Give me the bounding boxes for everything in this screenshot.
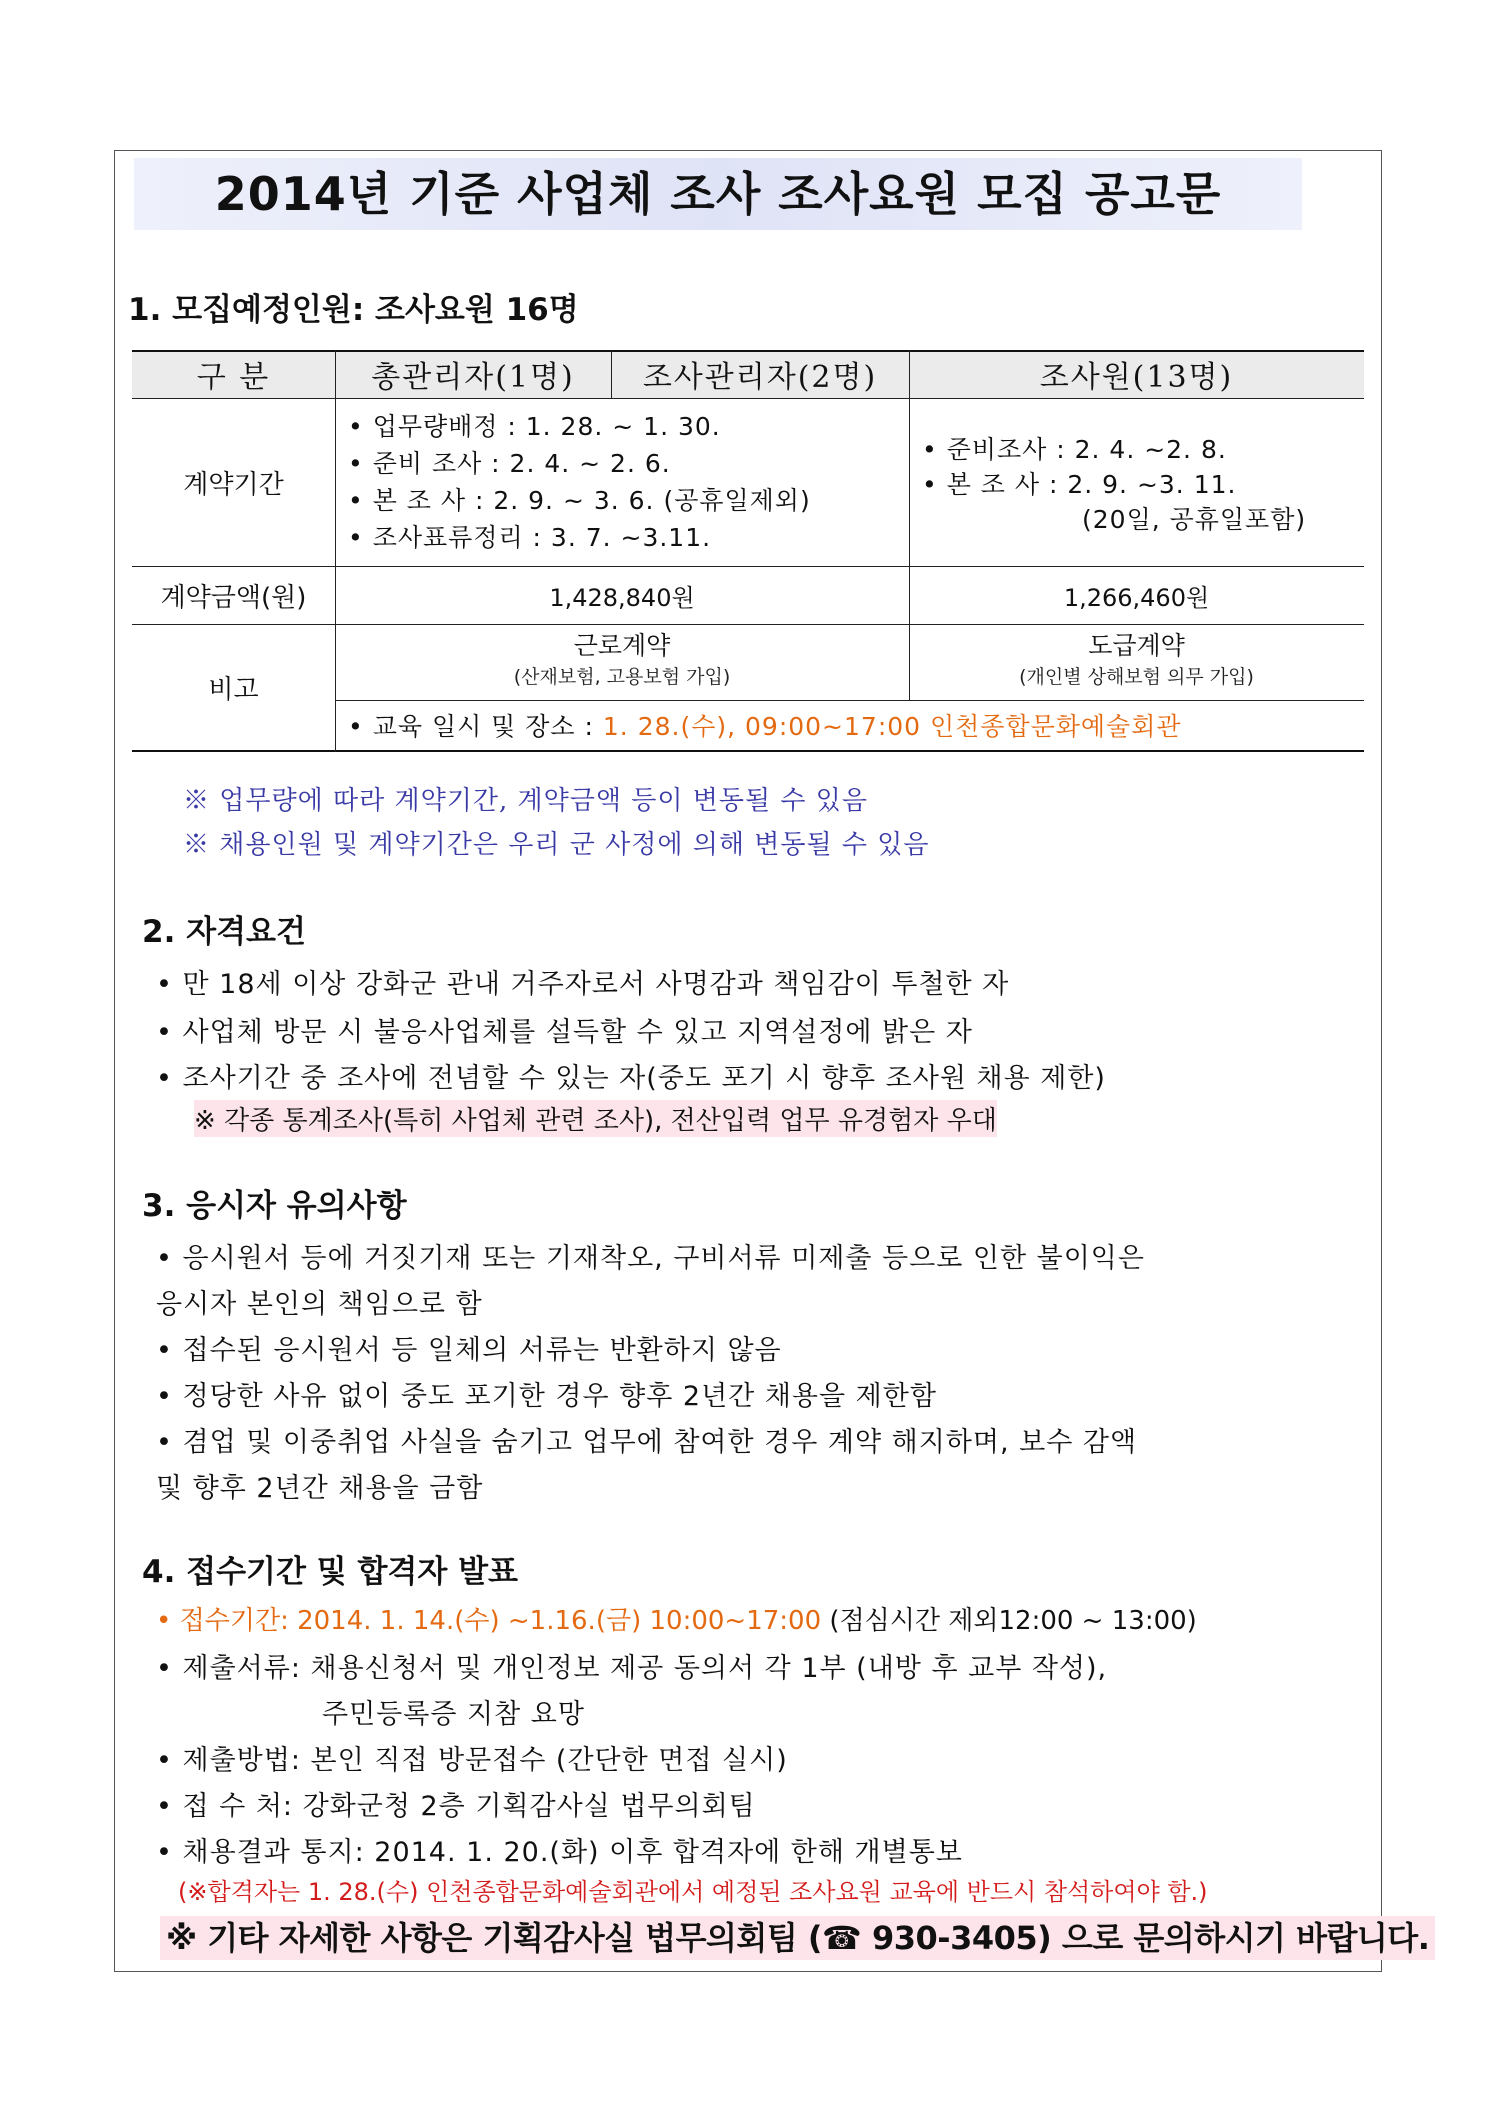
remark-staff-sub: (개인별 상해보험 의무 가입): [1019, 666, 1254, 688]
list-item: 주민등록증 지참 요망: [322, 1699, 585, 1730]
table-header-survey-manager: 조사관리자(2명): [642, 360, 878, 395]
list-item: • 조사표류정리 : 3. 7. ~3.11.: [348, 523, 712, 552]
application-period-dates: • 접수기간: 2014. 1. 14.(수) ~1.16.(금) 10:00~17:00: [156, 1606, 822, 1636]
page-title: 2014년 기준 사업체 조사 조사요원 모집 공고문: [214, 167, 1222, 221]
list-item: • 제출서류: 채용신청서 및 개인정보 제공 동의서 각 1부 (내방 후 교부 작성),: [156, 1653, 1108, 1684]
list-item: • 응시원서 등에 거짓기재 또는 기재착오, 구비서류 미제출 등으로 인한 불이익은: [156, 1243, 1145, 1274]
list-item: • 본 조 사 : 2. 9. ~3. 11.: [922, 470, 1237, 499]
table-header-category: 구 분: [196, 360, 271, 395]
contact-footer: ※ 기타 자세한 사항은 기획감사실 법무의회팀 (☎ 930-3405) 으로 문의하시기 바랍니다.: [160, 1916, 1435, 1960]
remark-staff: [909, 630, 1364, 692]
list-item: • 접수된 응시원서 등 일체의 서류는 반환하지 않음: [156, 1335, 782, 1366]
list-item: 및 향후 2년간 채용을 금함: [156, 1473, 484, 1504]
list-item: 응시자 본인의 책임으로 함: [156, 1289, 483, 1320]
recruit-table: [132, 350, 1364, 752]
amount-managers: 1,428,840원: [549, 583, 695, 612]
remark-managers-sub: (산재보험, 고용보험 가입): [513, 666, 731, 688]
note-hiring: ※ 채용인원 및 계약기간은 우리 군 사정에 의해 변동될 수 있음: [183, 830, 930, 860]
amount-staff: 1,266,460원: [1063, 583, 1210, 612]
note-variation: ※ 업무량에 따라 계약기간, 계약금액 등이 변동될 수 있음: [183, 786, 868, 816]
list-item: • 만 18세 이상 강화군 관내 거주자로서 사명감과 책임감이 투철한 자: [156, 969, 1010, 1000]
application-period-lunch: (점심시간 제외12:00 ~ 13:00): [821, 1606, 1197, 1636]
list-item: • 본 조 사 : 2. 9. ~ 3. 6. (공휴일제외): [348, 486, 811, 515]
list-item: • 조사기간 중 조사에 전념할 수 있는 자(중도 포기 시 향후 조사원 채용 제한): [156, 1063, 1106, 1094]
education-detail: 1. 28.(수), 09:00~17:00 인천종합문화예술회관: [602, 712, 1182, 741]
period-managers-list: [348, 408, 908, 556]
remark-managers-main: 근로계약: [573, 631, 671, 660]
list-item: (20일, 공휴일포함): [1082, 505, 1307, 534]
list-item: • 겸업 및 이중취업 사실을 숨기고 업무에 참여한 경우 계약 해지하며, 보수 감액: [156, 1427, 1138, 1458]
section3-heading: 3. 응시자 유의사항: [142, 1188, 407, 1224]
attendance-notice: (※합격자는 1. 28.(수) 인천종합문화예술회관에서 예정된 조사요원 교육에 반드시 참석하여야 함.): [178, 1878, 1208, 1906]
list-item: • 업무량배정 : 1. 28. ~ 1. 30.: [348, 412, 721, 441]
list-item: • 준비 조사 : 2. 4. ~ 2. 6.: [348, 449, 671, 478]
section1-heading: 1. 모집예정인원: 조사요원 16명: [128, 292, 579, 328]
period-staff-list: [922, 432, 1362, 537]
list-item: • 접 수 처: 강화군청 2층 기획감사실 법무의회팀: [156, 1791, 756, 1822]
application-period: [156, 1600, 1197, 1637]
row-label-contract-amount: 계약금액(원): [160, 582, 307, 613]
table-header-general-manager: 총관리자(1명): [371, 360, 575, 395]
list-item: • 정당한 사유 없이 중도 포기한 경우 향후 2년간 채용을 제한함: [156, 1381, 937, 1412]
section4-heading: 4. 접수기간 및 합격자 발표: [142, 1554, 518, 1590]
education-prefix: • 교육 일시 및 장소 :: [348, 712, 603, 741]
section2-heading: 2. 자격요건: [142, 914, 306, 950]
list-item: • 사업체 방문 시 불응사업체를 설득할 수 있고 지역설정에 밝은 자: [156, 1017, 973, 1048]
list-item: • 제출방법: 본인 직접 방문접수 (간단한 면접 실시): [156, 1745, 788, 1776]
row-label-contract-period: 계약기간: [183, 469, 284, 500]
row-label-remarks: 비고: [208, 674, 259, 705]
table-header-surveyor: 조사원(13명): [1039, 360, 1234, 395]
remark-managers: [335, 630, 909, 692]
list-item: • 채용결과 통지: 2014. 1. 20.(화) 이후 합격자에 한해 개별통보: [156, 1837, 963, 1868]
remark-staff-main: 도급계약: [1088, 631, 1185, 660]
preference-note: ※ 각종 통계조사(특히 사업체 관련 조사), 전산입력 업무 유경험자 우대: [194, 1100, 997, 1137]
list-item: • 준비조사 : 2. 4. ~2. 8.: [922, 435, 1227, 464]
education-info: [348, 708, 1182, 746]
